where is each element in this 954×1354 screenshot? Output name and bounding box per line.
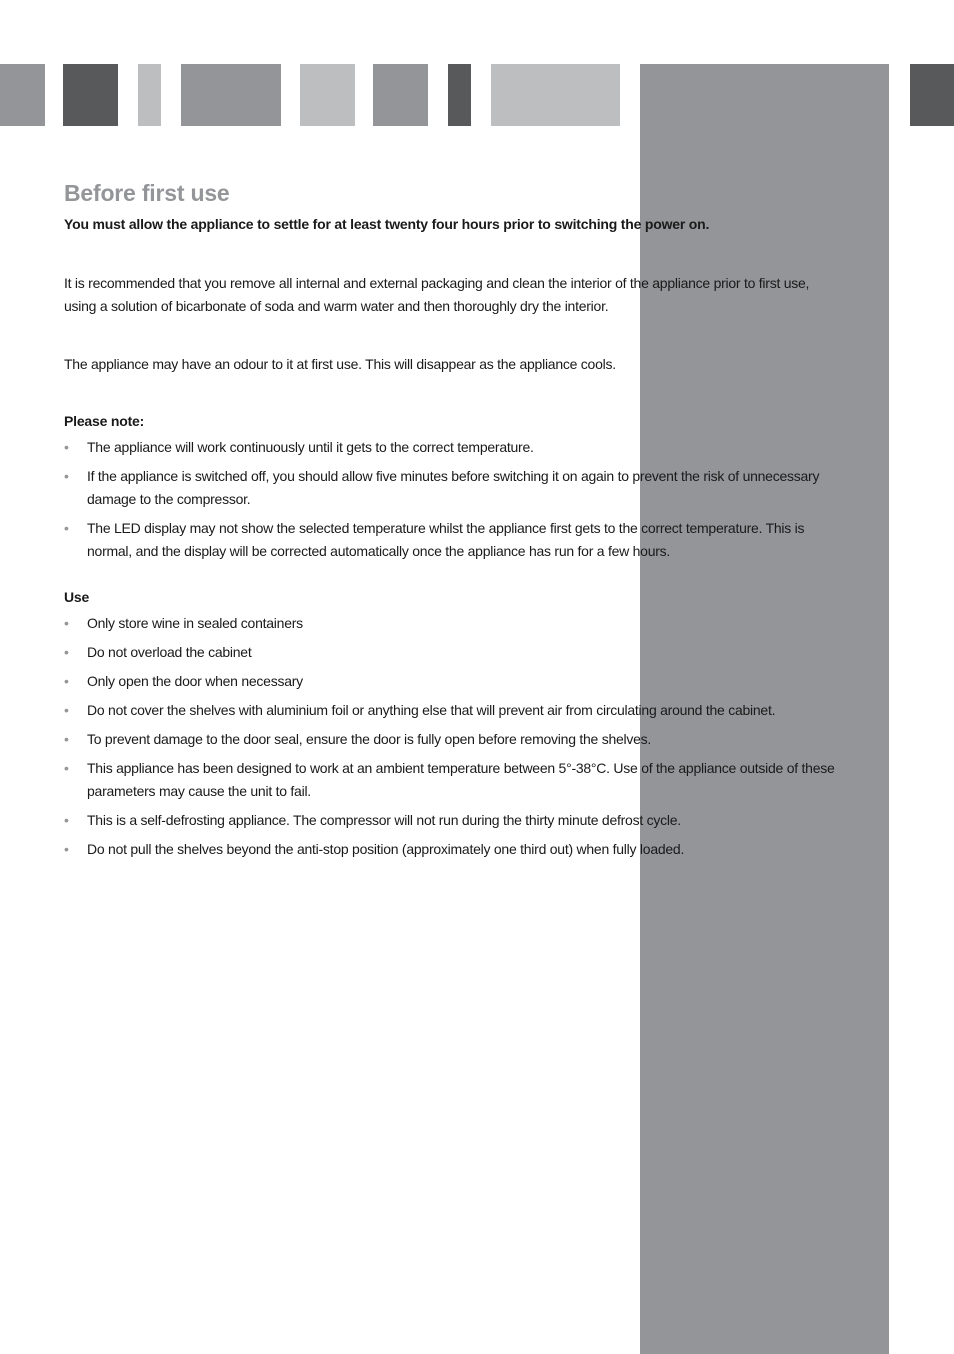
list-item: • This appliance has been designed to work at an ambient temperature between 5°-38°C. Use of the appliance outside of these parameters may cause the unit to fail. bbox=[64, 757, 844, 803]
header-block bbox=[448, 64, 471, 126]
please-note-heading: Please note: bbox=[64, 413, 145, 429]
bullet-icon: • bbox=[64, 812, 69, 828]
header-block bbox=[910, 64, 954, 126]
use-list bbox=[64, 612, 844, 861]
list-item: • Only store wine in sealed containers bbox=[64, 612, 844, 635]
bullet-icon: • bbox=[64, 841, 69, 857]
header-block bbox=[63, 64, 118, 126]
bullet-icon: • bbox=[64, 520, 69, 536]
bullet-icon: • bbox=[64, 615, 69, 631]
odour-paragraph: The appliance may have an odour to it at first use. This will disappear as the appliance cools. bbox=[64, 356, 616, 372]
header-block bbox=[300, 64, 355, 126]
list-item: • Only open the door when necessary bbox=[64, 670, 844, 693]
bullet-icon: • bbox=[64, 439, 69, 455]
bullet-icon: • bbox=[64, 731, 69, 747]
list-item: • To prevent damage to the door seal, ensure the door is fully open before removing the shelves. bbox=[64, 728, 844, 751]
use-heading: Use bbox=[64, 589, 90, 605]
cleaning-paragraph: It is recommended that you remove all internal and external packaging and clean the interior of the appliance prior to first use, using a solution of bicarbonate of soda and warm water and then thoroughly dry the interior. bbox=[64, 275, 810, 314]
list-item: • The appliance will work continuously until it gets to the correct temperature. bbox=[64, 436, 844, 459]
header-block bbox=[138, 64, 161, 126]
bullet-icon: • bbox=[64, 673, 69, 689]
header-block bbox=[181, 64, 281, 126]
bullet-icon: • bbox=[64, 644, 69, 660]
header-block bbox=[0, 64, 45, 126]
list-item: • Do not cover the shelves with aluminium foil or anything else that will prevent air from circulating around the cabinet. bbox=[64, 699, 844, 722]
page-content bbox=[64, 176, 844, 867]
list-item: • If the appliance is switched off, you should allow five minutes before switching it on again to prevent the risk of unnecessary damage to the compressor. bbox=[64, 465, 844, 511]
bullet-icon: • bbox=[64, 468, 69, 484]
list-item: • Do not overload the cabinet bbox=[64, 641, 844, 664]
list-item: • Do not pull the shelves beyond the anti-stop position (approximately one third out) when fully loaded. bbox=[64, 838, 844, 861]
page-title: Before first use bbox=[64, 180, 230, 206]
bullet-icon: • bbox=[64, 702, 69, 718]
list-item: • This is a self-defrosting appliance. The compressor will not run during the thirty minute defrost cycle. bbox=[64, 809, 844, 832]
settle-warning: You must allow the appliance to settle for at least twenty four hours prior to switching the power on. bbox=[64, 216, 710, 232]
bullet-icon: • bbox=[64, 760, 69, 776]
header-block bbox=[491, 64, 620, 126]
header-block bbox=[373, 64, 428, 126]
list-item: • The LED display may not show the selected temperature whilst the appliance first gets to the correct temperature. This is normal, and the display will be corrected automatically once the appliance has run for a few hours. bbox=[64, 517, 844, 563]
please-note-list bbox=[64, 436, 844, 563]
